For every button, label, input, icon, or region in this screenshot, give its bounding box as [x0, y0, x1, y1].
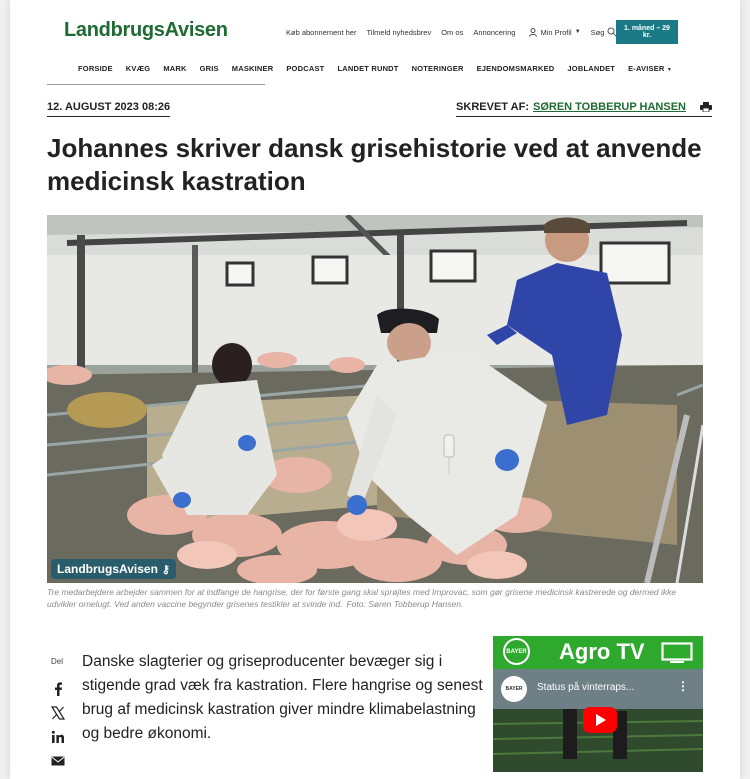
more-vertical-icon[interactable]: ⋮	[677, 679, 689, 693]
author-link[interactable]: SØREN TOBBERUP HANSEN	[532, 101, 686, 113]
profile-menu[interactable]	[529, 28, 580, 37]
site-header	[10, 0, 740, 60]
author-label: SKREVET AF:	[456, 101, 529, 113]
advertising-link[interactable]: Annoncering	[473, 27, 516, 37]
site-logo[interactable]: LandbrugsAvisen	[64, 19, 228, 41]
nav-item-kvaeg[interactable]: KVÆG	[125, 64, 151, 73]
nav-item-joblandet[interactable]: JOBLANDET	[567, 64, 616, 73]
top-links	[286, 27, 617, 37]
nav-item-landet-rundt[interactable]: LANDET RUNDT	[337, 64, 399, 73]
nav-item-ejendomsmarked[interactable]: EJENDOMSMARKED	[476, 64, 555, 73]
chevron-down-icon: ▼	[574, 29, 581, 35]
newsletter-link[interactable]: Tilmeld nyhedsbrev	[366, 27, 432, 37]
user-icon	[529, 28, 537, 37]
bayer-logo	[503, 638, 530, 665]
nav-item-mark[interactable]: MARK	[163, 64, 187, 73]
main-nav	[10, 64, 740, 78]
nav-item-noteringer[interactable]: NOTERINGER	[411, 64, 464, 73]
video-player[interactable]	[493, 669, 703, 772]
caption-text: Tre medarbejdere arbejder sammen for at indfange de hangrise, der for første gang skal sprøjtes med Improvac, som gør grisene medicinsk kastrerede og dermed ikke udvikler ornelugt. Ved anden vaccine begynder grisenes testikler at svinde ind.	[47, 587, 677, 609]
nav-item-podcast[interactable]: PODCAST	[286, 64, 325, 73]
photo-watermark	[51, 559, 176, 579]
youtube-play-icon[interactable]	[583, 707, 617, 733]
agro-tv-header	[493, 636, 703, 669]
article-lead: Danske slagterier og griseproducenter bevæger sig i stigende grad væk fra kastration. Flere hangrise og senest brug af medicinsk kastration giver mindre klimabelastning og bedre økonomi.	[82, 653, 483, 742]
share-label: Del	[51, 657, 64, 666]
article-date: 12. AUGUST 2023 08:26	[47, 101, 170, 117]
linkedin-icon[interactable]	[51, 730, 65, 744]
pig-barn-photo	[47, 215, 703, 583]
bayer-logo-text: BAYER	[506, 648, 527, 655]
search-label: Søg	[590, 27, 605, 37]
nav-item-forside[interactable]: FORSIDE	[78, 64, 113, 73]
agro-tv-widget	[493, 636, 703, 772]
nav-item-gris[interactable]: GRIS	[199, 64, 219, 73]
page	[10, 0, 740, 779]
facebook-icon[interactable]	[51, 682, 65, 696]
key-icon: ⚷	[161, 563, 170, 576]
photo-watermark-label: LandbrugsAvisen	[57, 562, 158, 576]
nav-item-e-aviser-label: E-AVISER	[628, 64, 665, 73]
channel-avatar-text: BAYER	[505, 686, 523, 692]
buy-subscription-link[interactable]: Køb abonnement her	[286, 27, 357, 37]
mail-icon[interactable]	[51, 754, 65, 768]
share-bar	[51, 657, 71, 666]
x-icon[interactable]	[51, 706, 65, 720]
nav-divider	[47, 84, 265, 85]
about-link[interactable]: Om os	[441, 27, 464, 37]
print-icon[interactable]	[700, 102, 712, 112]
article-headline: Johannes skriver dansk grisehistorie ved at anvende medicinsk kastration	[47, 133, 702, 196]
tv-icon	[661, 642, 693, 664]
nav-item-maskiner[interactable]: MASKINER	[231, 64, 274, 73]
photo-credit: Foto: Søren Tobberup Hansen.	[346, 599, 464, 609]
article-photo[interactable]	[47, 215, 703, 583]
agro-tv-title: Agro TV	[559, 639, 645, 664]
photo-caption	[47, 586, 707, 610]
chevron-down-icon: ▼	[666, 67, 672, 73]
article-byline	[456, 101, 712, 117]
profile-label: Min Profil	[540, 27, 572, 37]
channel-avatar	[501, 676, 527, 702]
nav-item-e-aviser[interactable]	[628, 64, 672, 78]
subscribe-button[interactable]: 1. måned – 29 kr.	[616, 20, 678, 44]
video-title[interactable]: Status på vinterraps...	[537, 682, 635, 693]
search-button[interactable]	[591, 27, 618, 37]
